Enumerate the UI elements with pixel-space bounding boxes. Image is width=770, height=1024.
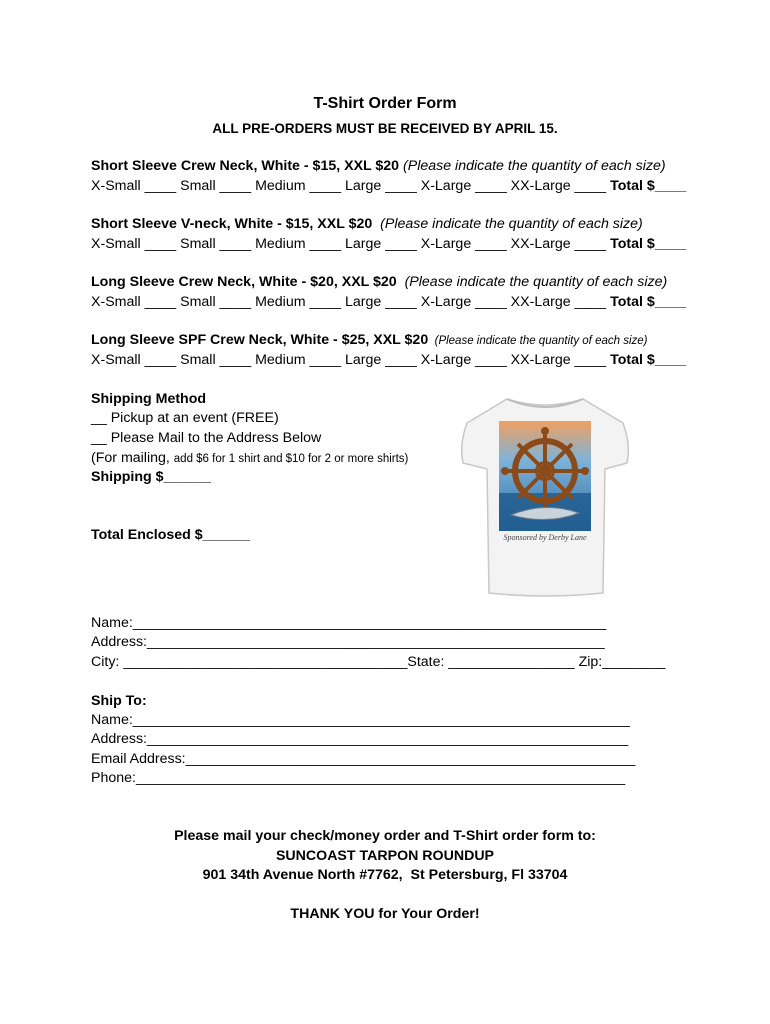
medium-field[interactable]: Medium ____ xyxy=(255,294,342,310)
deadline-notice: ALL PRE-ORDERS MUST BE RECEIVED BY APRIL 15. xyxy=(212,121,558,136)
large-field[interactable]: Large ____ xyxy=(344,236,417,252)
xlarge-field[interactable]: X-Large ____ xyxy=(420,294,507,310)
medium-field[interactable]: Medium ____ xyxy=(255,352,342,368)
medium-field[interactable]: Medium ____ xyxy=(255,236,342,252)
xlarge-field[interactable]: X-Large ____ xyxy=(420,352,507,368)
total-field[interactable]: Total $____ xyxy=(610,236,687,252)
organization-name: SUNCOAST TARPON ROUNDUP xyxy=(275,848,495,864)
xsmall-field[interactable]: X-Small ____ xyxy=(91,352,177,368)
size-quantity-row xyxy=(91,177,686,195)
product-name: Long Sleeve SPF Crew Neck, White - $25, XXL $20 xyxy=(91,332,429,348)
xxlarge-field[interactable]: XX-Large ____ xyxy=(510,178,607,194)
product-heading xyxy=(91,331,647,350)
product-heading xyxy=(91,215,643,233)
xsmall-field[interactable]: X-Small ____ xyxy=(91,236,177,252)
total-enclosed-field[interactable]: Total Enclosed $______ xyxy=(91,527,251,543)
mailing-address: 901 34th Avenue North #7762, St Petersburg, Fl 33704 xyxy=(202,867,568,883)
mail-option[interactable]: __ Please Mail to the Address Below xyxy=(91,430,322,446)
mailing-note-rates: add $6 for 1 shirt and $10 for 2 or more shirts) xyxy=(173,453,409,465)
small-field[interactable]: Small ____ xyxy=(180,178,252,194)
form-title: T-Shirt Order Form xyxy=(313,95,457,112)
large-field[interactable]: Large ____ xyxy=(344,294,417,310)
total-field[interactable]: Total $____ xyxy=(610,178,687,194)
ship-to-email-field[interactable]: Email Address:_________________________________________________________ xyxy=(91,751,636,767)
thank-you-note: THANK YOU for Your Order! xyxy=(290,906,480,922)
mailing-note xyxy=(91,449,408,468)
product-heading xyxy=(91,273,667,291)
mailing-note-prefix: (For mailing, xyxy=(91,450,174,466)
xlarge-field[interactable]: X-Large ____ xyxy=(420,236,507,252)
small-field[interactable]: Small ____ xyxy=(180,236,252,252)
xlarge-field[interactable]: X-Large ____ xyxy=(420,178,507,194)
product-name: Long Sleeve Crew Neck, White - $20, XXL $20 xyxy=(91,274,397,290)
total-field[interactable]: Total $____ xyxy=(610,352,687,368)
size-quantity-row xyxy=(91,351,686,369)
product-note: (Please indicate the quantity of each size) xyxy=(372,216,643,232)
product-note: (Please indicate the quantity of each size) xyxy=(396,274,668,290)
xsmall-field[interactable]: X-Small ____ xyxy=(91,294,177,310)
product-note: (Please indicate the quantity of each size) xyxy=(399,158,666,174)
total-field[interactable]: Total $____ xyxy=(610,294,687,310)
sponsor-caption: Sponsored by Derby Lane xyxy=(503,533,587,542)
shipping-heading: Shipping Method xyxy=(91,391,207,407)
ship-to-heading: Ship To: xyxy=(91,693,147,709)
size-quantity-row xyxy=(91,293,686,311)
large-field[interactable]: Large ____ xyxy=(344,352,417,368)
medium-field[interactable]: Medium ____ xyxy=(255,178,342,194)
ship-to-name-field[interactable]: Name:_______________________________________________________________ xyxy=(91,712,630,728)
product-name: Short Sleeve Crew Neck, White - $15, XXL $20 xyxy=(91,158,400,174)
tshirt-image xyxy=(455,393,635,598)
address-field[interactable]: Address:__________________________________________________________ xyxy=(91,634,605,650)
name-field[interactable]: Name:____________________________________________________________ xyxy=(91,615,607,631)
city-state-zip-field[interactable]: City: ____________________________________State: ________________ Zip:________ xyxy=(91,654,666,670)
xxlarge-field[interactable]: XX-Large ____ xyxy=(510,236,607,252)
xsmall-field[interactable]: X-Small ____ xyxy=(91,178,177,194)
xxlarge-field[interactable]: XX-Large ____ xyxy=(510,352,607,368)
size-quantity-row xyxy=(91,235,686,253)
mail-instruction: Please mail your check/money order and T-Shirt order form to: xyxy=(174,828,596,844)
pickup-option[interactable]: __ Pickup at an event (FREE) xyxy=(91,410,279,426)
small-field[interactable]: Small ____ xyxy=(180,352,252,368)
ship-to-phone-field[interactable]: Phone:______________________________________________________________ xyxy=(91,770,626,786)
xxlarge-field[interactable]: XX-Large ____ xyxy=(510,294,607,310)
small-field[interactable]: Small ____ xyxy=(180,294,252,310)
product-note: (Please indicate the quantity of each size) xyxy=(428,335,648,347)
large-field[interactable]: Large ____ xyxy=(344,178,417,194)
product-heading xyxy=(91,157,666,175)
shipping-amount-field[interactable]: Shipping $______ xyxy=(91,469,211,485)
product-name: Short Sleeve V-neck, White - $15, XXL $20 xyxy=(91,216,373,232)
ship-to-address-field[interactable]: Address:_____________________________________________________________ xyxy=(91,731,629,747)
